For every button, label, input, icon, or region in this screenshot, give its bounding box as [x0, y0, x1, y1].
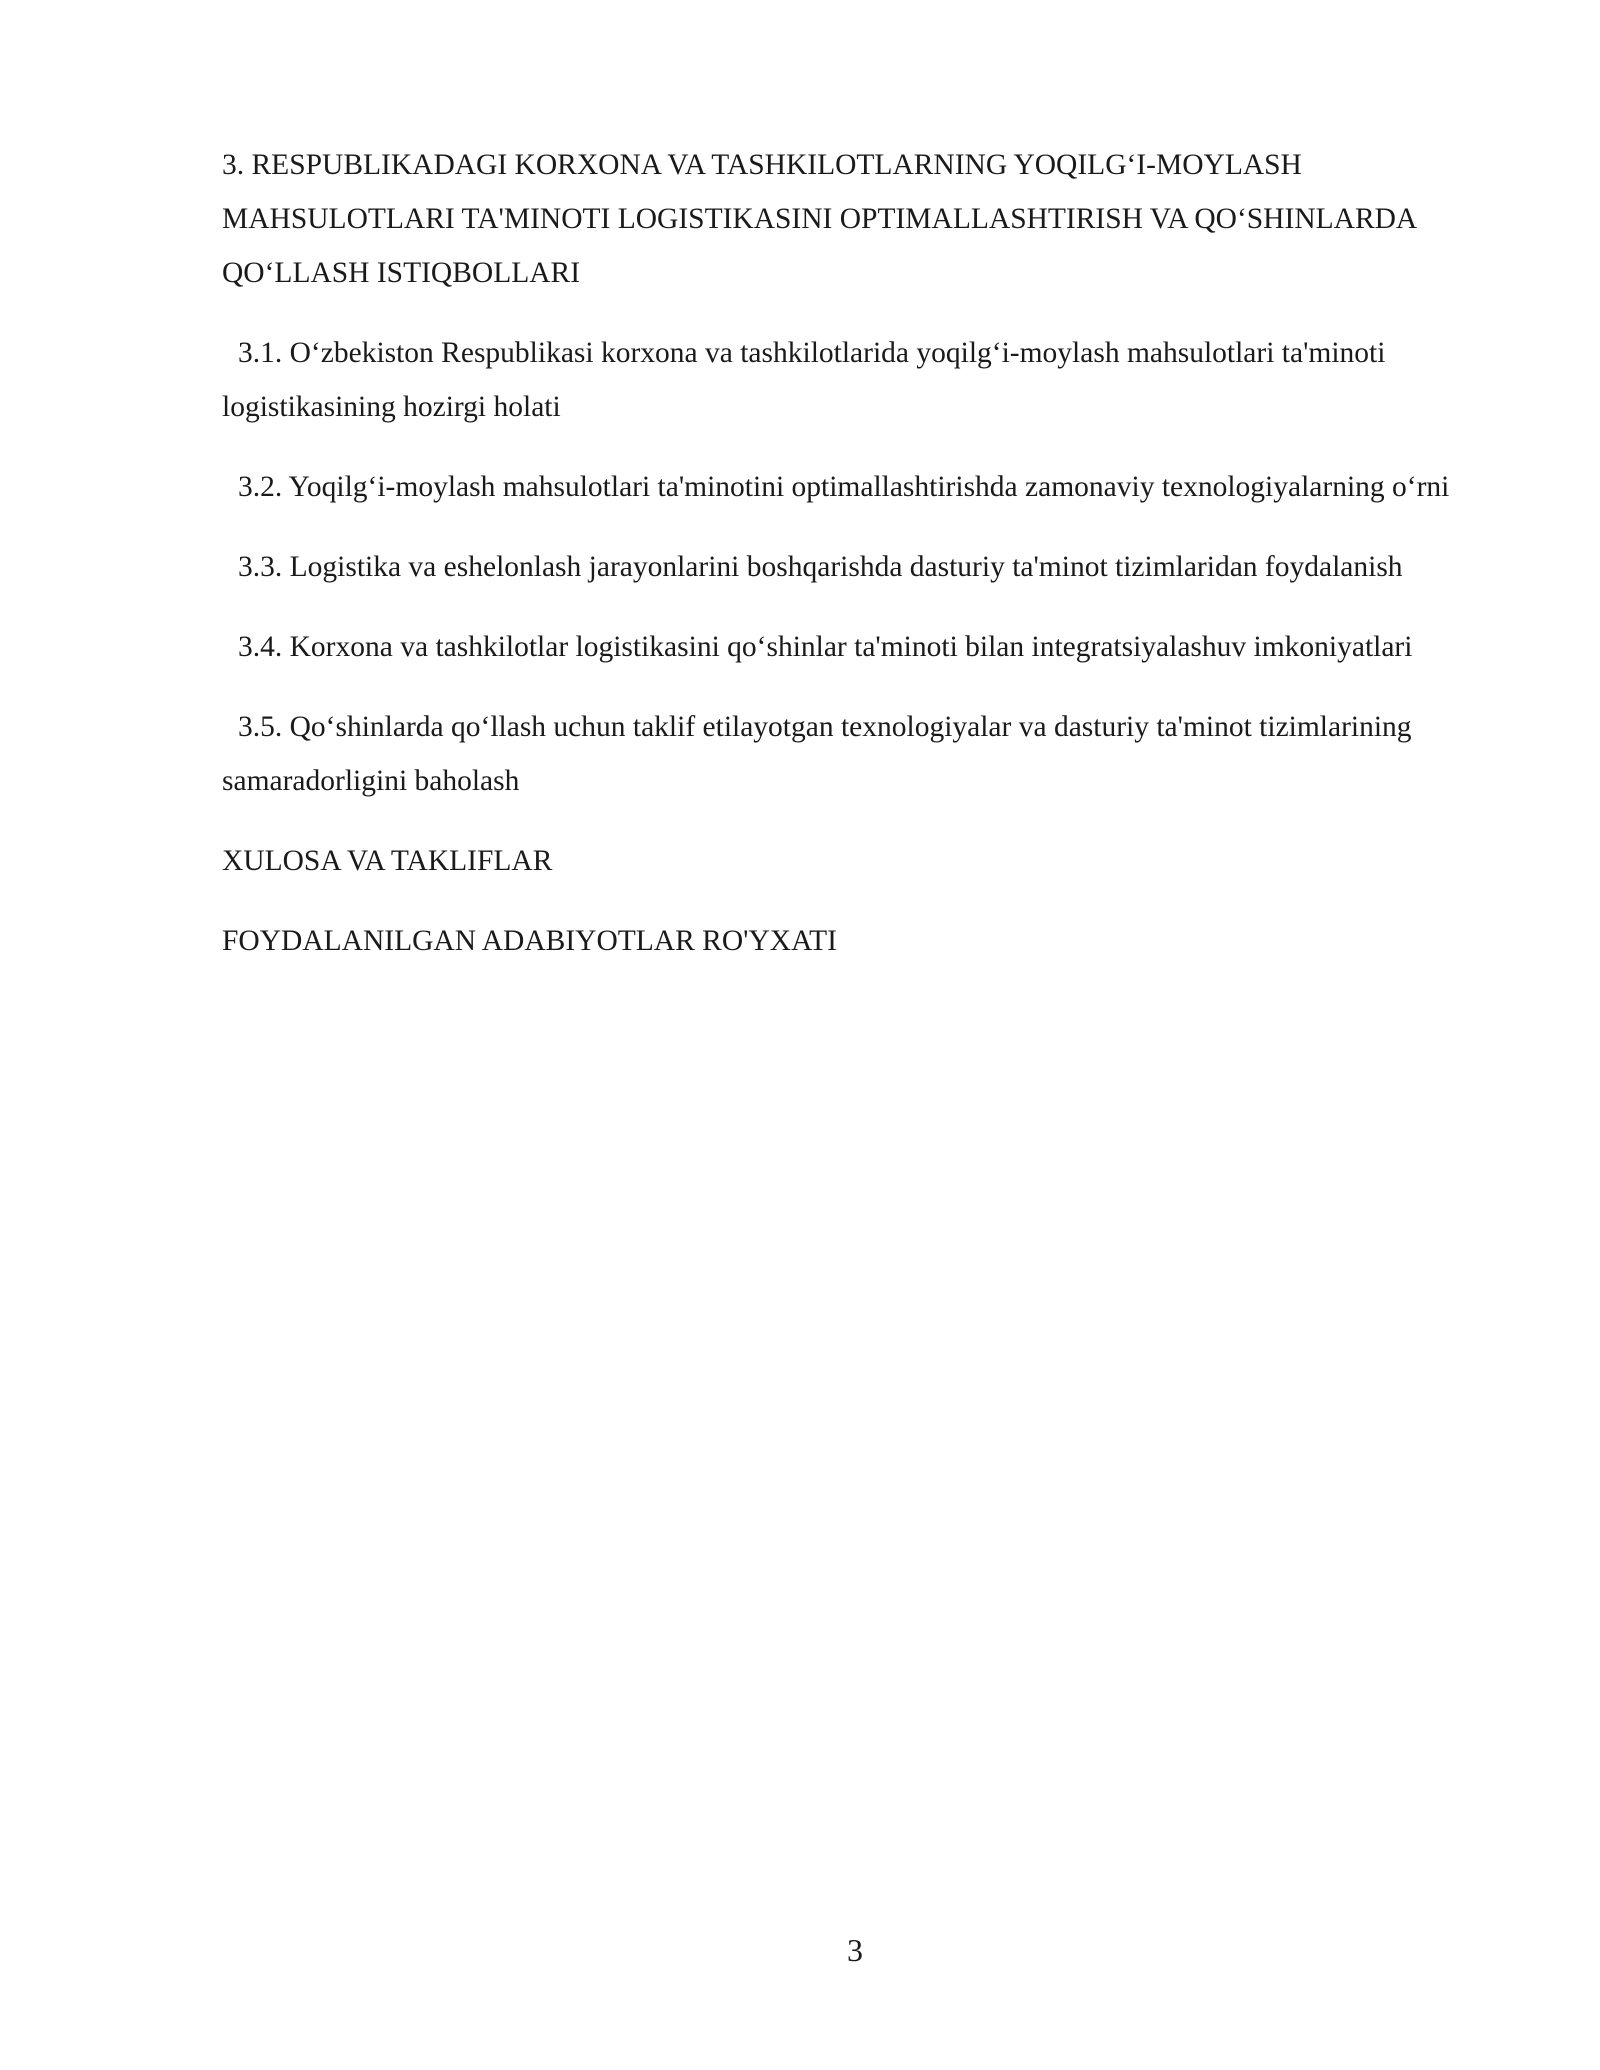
- section-entry-3-4: 3.4. Korxona va tashkilotlar logistikasini qo‘shinlar ta'minoti bilan integratsiyalashuv imkoniyatlari: [238, 631, 1413, 663]
- page-number: 3: [847, 1932, 863, 1968]
- chapter-heading: 3. RESPUBLIKADAGI KORXONA VA TASHKILOTLARNING YOQILG‘I-MOYLASH MAHSULOTLARI TA'MINOTI LOGISTIKASINI OPTIMALLASHTIRISH VA QO‘SHINLARDA QO‘LLASH ISTIQBOLLARI: [222, 149, 1416, 289]
- conclusion-entry: XULOSA VA TAKLIFLAR: [222, 845, 553, 877]
- references-entry: FOYDALANILGAN ADABIYOTLAR RO'YXATI: [222, 925, 837, 957]
- section-entry-3-3: 3.3. Logistika va eshelonlash jarayonlarini boshqarishda dasturiy ta'minot tizimlaridan foydalanish: [238, 551, 1403, 583]
- section-entry-3-1: 3.1. O‘zbekiston Respublikasi korxona va tashkilotlarida yoqilg‘i-moylash mahsulotlari ta'minoti logistikasining hozirgi holati: [222, 337, 1386, 423]
- section-entry-3-5: 3.5. Qo‘shinlarda qo‘llash uchun taklif etilayotgan texnologiyalar va dasturiy ta'minot tizimlarining samaradorligini baholash: [222, 711, 1412, 797]
- section-entry-3-2: 3.2. Yoqilg‘i-moylash mahsulotlari ta'minotini optimallashtirishda zamonaviy texnologiyalarning o‘rni: [238, 471, 1450, 503]
- table-of-contents: [222, 138, 1522, 968]
